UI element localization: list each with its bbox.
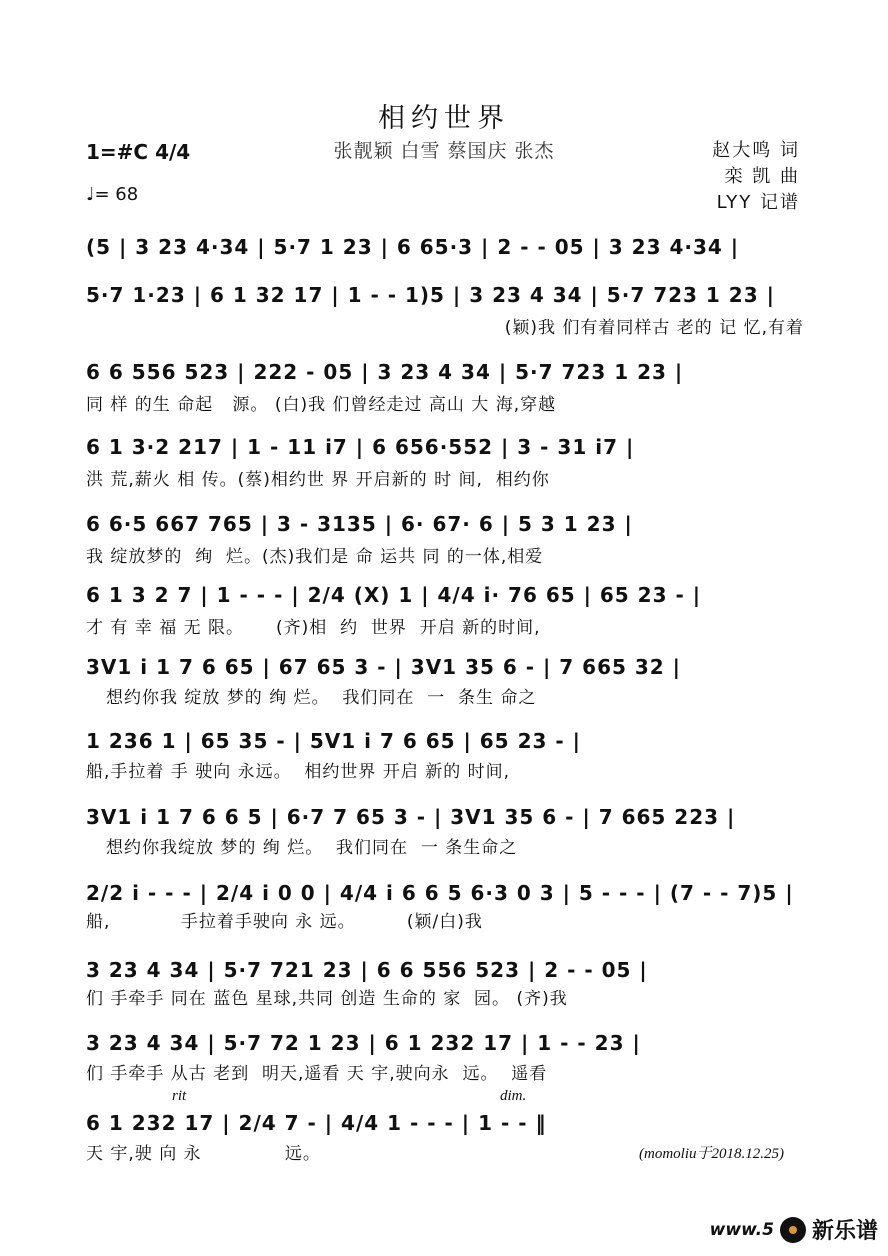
composer: 栾 凯 曲 bbox=[724, 166, 800, 187]
lyric: 才 有 幸 福 无 限。 (齐)相 约 世界 开启 新的时间, bbox=[86, 618, 541, 638]
notes: 2/2 i - - - | 2/4 i 0 0 | 4/4 i 6 6 5 6·3 0 3 | 5 - - - | (7 - - 7)5 | bbox=[86, 881, 794, 905]
lyric: 想约你我绽放 梦的 绚 烂。 我们同在 一 条生命之 bbox=[106, 838, 518, 858]
notes: 3 23 4 34 | 5·7 72 1 23 | 6 1 232 17 | 1 - - 23 | bbox=[86, 1031, 641, 1055]
key-signature: 1=#C 4/4 bbox=[86, 140, 191, 164]
site-url: www.5 bbox=[709, 1219, 774, 1240]
lyric: 船, 手拉着手驶向 永 远。 (颖/白)我 bbox=[86, 912, 483, 932]
lyric: 天 宇,驶 向 永 远。 bbox=[86, 1144, 321, 1164]
notes: 3 23 4 34 | 5·7 721 23 | 6 6 556 523 | 2 - - 05 | bbox=[86, 958, 648, 982]
lyric: 们 手牵手 从古 老到 明天,遥看 天 宇,驶向永 远。 遥看 bbox=[86, 1064, 548, 1084]
notes: 1 236 1 | 65 35 - | 5V1 i 7 6 65 | 65 23 - | bbox=[86, 729, 581, 753]
notes: 5·7 1·23 | 6 1 32 17 | 1 - - 1)5 | 3 23 4 34 | 5·7 723 1 23 | bbox=[86, 283, 775, 307]
dim-marking: dim. bbox=[500, 1088, 527, 1104]
brand-name: 新乐谱 bbox=[811, 1219, 878, 1244]
lyric: 船,手拉着 手 驶向 永远。 相约世界 开启 新的 时间, bbox=[86, 762, 511, 782]
singers: 张靓颖 白雪 蔡国庆 张杰 bbox=[333, 140, 555, 162]
lyric: 想约你我 绽放 梦的 绚 烂。 我们同在 一 条生 命之 bbox=[106, 688, 537, 708]
lyric: 们 手牵手 同在 蓝色 星球,共同 创造 生命的 家 园。 (齐)我 bbox=[86, 989, 568, 1009]
site-watermark bbox=[710, 1214, 878, 1245]
notes: 6 6·5 667 765 | 3 - 3135 | 6· 67· 6 | 5 3 1 23 | bbox=[86, 512, 633, 536]
transcriber: LYY 记谱 bbox=[716, 192, 800, 213]
notes: 6 1 232 17 | 2/4 7 - | 4/4 1 - - - | 1 - - ‖ bbox=[86, 1111, 547, 1135]
lyric: 洪 荒,薪火 相 传。(蔡)相约世 界 开启新的 时 间, 相约你 bbox=[86, 470, 550, 490]
lyric: 我 绽放梦的 绚 烂。(杰)我们是 命 运共 同 的一体,相爱 bbox=[86, 547, 544, 567]
notes: 3V1 i 1 7 6 65 | 67 65 3 - | 3V1 35 6 - | 7 665 32 | bbox=[86, 655, 681, 679]
notes: 6 1 3·2 217 | 1 - 11 i7 | 6 656·552 | 3 - 31 i7 | bbox=[86, 435, 635, 459]
lyricist: 赵大鸣 词 bbox=[712, 140, 800, 161]
lyric: (颖)我 们有着同样古 老的 记 忆,有着 bbox=[504, 318, 804, 338]
notes: (5 | 3 23 4·34 | 5·7 1 23 | 6 65·3 | 2 - - 05 | 3 23 4·34 | bbox=[86, 235, 740, 259]
record-disc-icon bbox=[780, 1217, 806, 1243]
notes: 6 1 3 2 7 | 1 - - - | 2/4 (X) 1 | 4/4 i· 76 65 | 65 23 - | bbox=[86, 583, 702, 607]
lyric: 同 样 的生 命起 源。 (白)我 们曾经走过 高山 大 海,穿越 bbox=[86, 395, 557, 415]
notes: 6 6 556 523 | 222 - 05 | 3 23 4 34 | 5·7 723 1 23 | bbox=[86, 360, 684, 384]
tempo: ♩= 68 bbox=[86, 184, 139, 205]
song-title: 相约世界 bbox=[378, 103, 510, 134]
transcription-note: (momoliu于2018.12.25) bbox=[639, 1146, 784, 1162]
rit-marking: rit bbox=[172, 1088, 187, 1104]
notes: 3V1 i 1 7 6 6 5 | 6·7 7 65 3 - | 3V1 35 6 - | 7 665 223 | bbox=[86, 805, 736, 829]
